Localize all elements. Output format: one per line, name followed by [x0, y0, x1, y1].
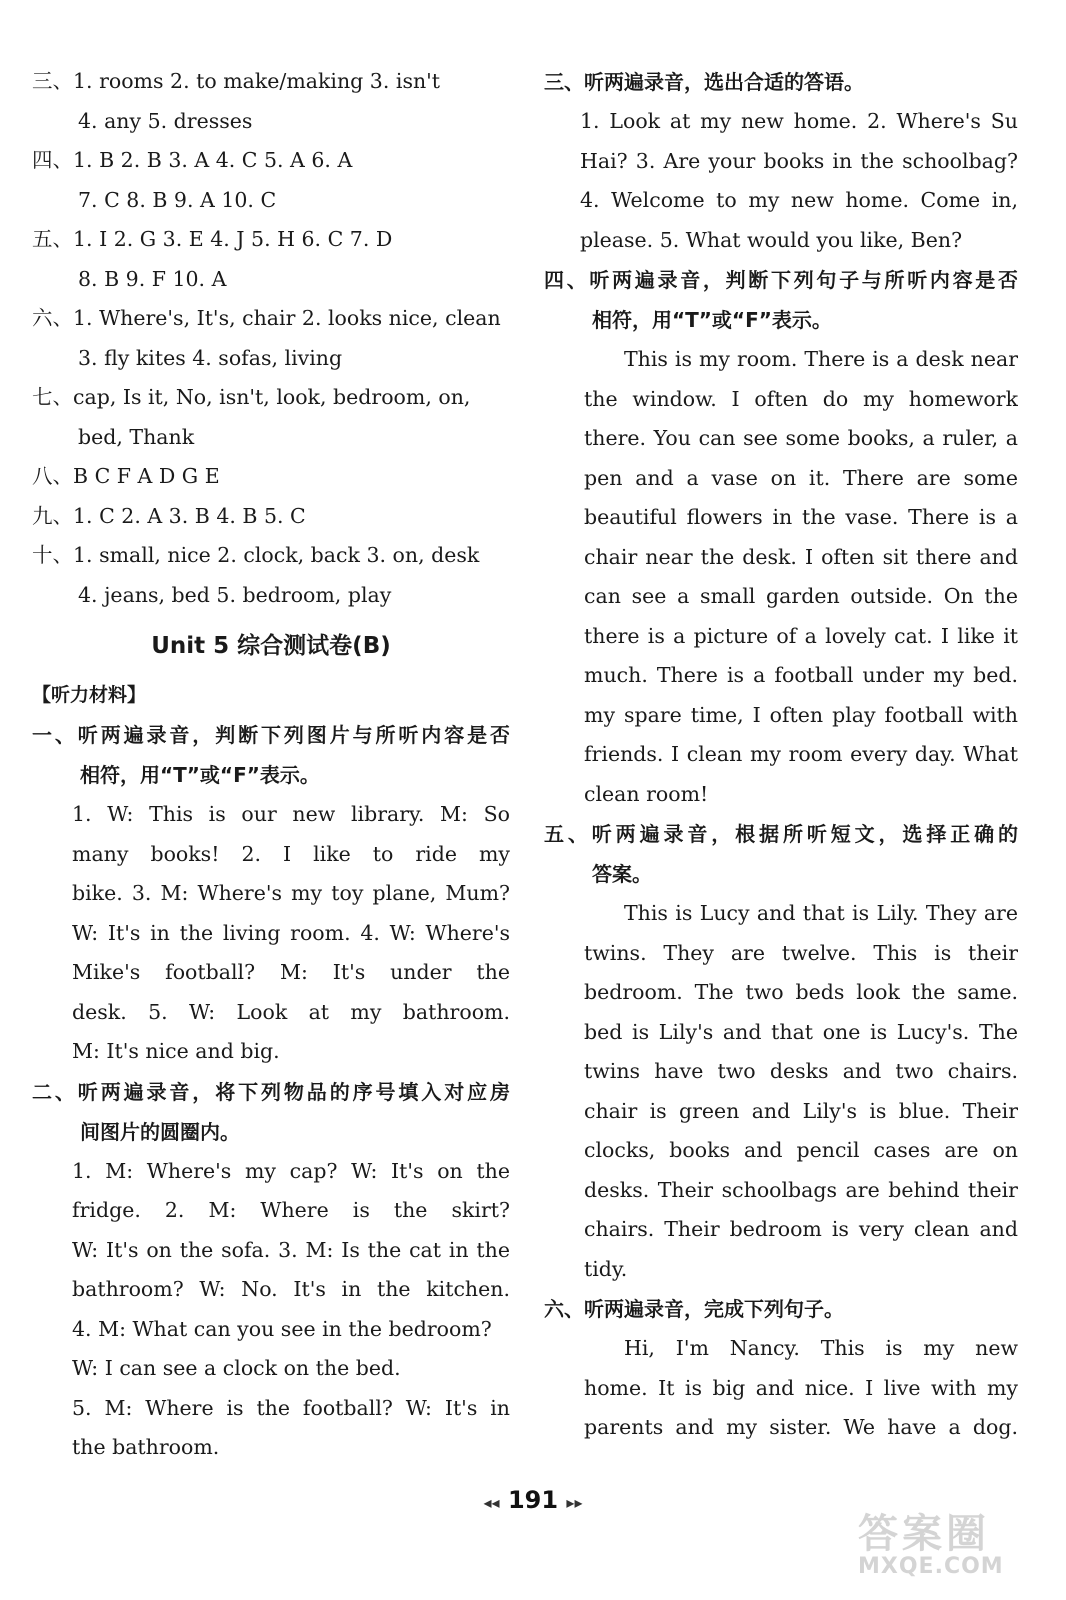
passage-line: Hi, I'm Nancy. This is my new — [624, 1336, 1018, 1360]
transcript-line: many books! 2. I like to ride my — [72, 841, 510, 866]
page-number: 191 — [507, 1486, 559, 1514]
passage-line: chairs. Their bedroom is very clean and — [584, 1217, 1018, 1241]
answer-section-5 — [32, 220, 510, 299]
transcript-line: Hai? 3. Are your books in the schoolbag? — [580, 148, 1018, 173]
transcript-line: desk. 5. W: Look at my bathroom. — [72, 999, 510, 1024]
answer-line: 8. B 9. F 10. A — [78, 266, 227, 291]
transcript-line: 1. Look at my new home. 2. Where's Su — [580, 109, 1018, 133]
transcript-line: W: It's on the sofa. 3. M: Is the cat in the — [72, 1237, 510, 1262]
next-arrows-icon: ▸▸ — [566, 1493, 583, 1512]
answer-section-4 — [32, 141, 510, 220]
answer-line: 九、1. C 2. A 3. B 4. B 5. C — [32, 503, 306, 528]
passage-line: there is a picture of a lovely cat. I like it — [584, 623, 1018, 648]
passage-line: beautiful flowers in the vase. There is a — [584, 505, 1018, 529]
prev-arrows-icon: ◂◂ — [483, 1493, 500, 1512]
transcript-line: Mike's football? M: It's under the — [72, 960, 510, 984]
watermark-url: MXQE.COM — [858, 1554, 1004, 1579]
passage-line: desks. Their schoolbags are behind their — [584, 1177, 1018, 1202]
question-heading: 一、听两遍录音，判断下列图片与所听内容是否 — [32, 723, 510, 747]
transcript-line: 1. W: This is our new library. M: So — [72, 802, 510, 826]
answer-line: 六、1. Where's, It's, chair 2. looks nice, clean — [32, 306, 501, 330]
transcript-line: 4. M: What can you see in the bedroom? — [72, 1316, 492, 1341]
answer-line: 八、B C F A D G E — [32, 464, 220, 488]
watermark — [858, 1512, 1038, 1582]
passage-line: can see a small garden outside. On the — [584, 584, 1018, 608]
listening-material-tag: 【听力材料】 — [32, 684, 147, 706]
passage-line: home. It is big and nice. I live with my — [584, 1375, 1018, 1400]
question-3 — [544, 62, 1018, 260]
answer-section-10 — [32, 536, 510, 615]
answer-line: 3. fly kites 4. sofas, living — [78, 345, 343, 370]
transcript-line: M: It's nice and big. — [72, 1039, 280, 1063]
transcript-line: W: I can see a clock on the bed. — [72, 1356, 401, 1380]
answer-section-3 — [32, 62, 510, 141]
passage-line: clean room! — [584, 781, 709, 806]
passage-line: the window. I often do my homework — [584, 386, 1018, 411]
unit-title: Unit 5 综合测试卷(B) — [151, 633, 391, 659]
passage-line: bedroom. The two beds look the same. — [584, 980, 1018, 1004]
passage-line: tidy. — [584, 1256, 628, 1281]
answer-line: 7. C 8. B 9. A 10. C — [78, 187, 277, 212]
passage-line: clocks, books and pencil cases are on — [584, 1138, 1018, 1162]
transcript-line: bike. 3. M: Where's my toy plane, Mum? — [72, 881, 510, 905]
question-heading: 答案。 — [592, 862, 652, 886]
answer-line: 七、cap, Is it, No, isn't, look, bedroom, on, — [32, 385, 471, 409]
question-4 — [544, 260, 1018, 814]
answer-section-8 — [32, 457, 510, 497]
passage-line: there. You can see some books, a ruler, a — [584, 426, 1018, 450]
passage-line: much. There is a football under my bed. — [584, 663, 1018, 687]
passage-line: bed is Lily's and that one is Lucy's. The — [584, 1019, 1018, 1044]
passage-line: twins have two desks and two chairs. — [584, 1059, 1018, 1083]
answer-section-7 — [32, 378, 510, 457]
page-footer — [0, 1486, 1066, 1514]
passage-line: twins. They are twelve. This is their — [584, 940, 1018, 965]
transcript-line: fridge. 2. M: Where is the skirt? — [72, 1198, 510, 1222]
transcript-line: please. 5. What would you like, Ben? — [580, 227, 963, 252]
question-2 — [32, 1072, 510, 1468]
answer-line: 四、1. B 2. B 3. A 4. C 5. A 6. A — [32, 148, 353, 172]
passage-line: This is Lucy and that is Lily. They are — [624, 901, 1018, 925]
transcript-line: 1. M: Where's my cap? W: It's on the — [72, 1158, 510, 1183]
question-heading: 相符，用“T”或“F”表示。 — [592, 308, 832, 332]
passage-line: This is my room. There is a desk near — [624, 347, 1018, 371]
transcript-line: 5. M: Where is the football? W: It's in — [72, 1395, 510, 1420]
answer-line: 4. any 5. dresses — [78, 108, 253, 133]
passage-line: my spare time, I often play football with — [584, 702, 1018, 727]
right-column — [544, 62, 1018, 1448]
transcript-line: bathroom? W: No. It's in the kitchen. — [72, 1277, 510, 1301]
question-5 — [544, 814, 1018, 1289]
answer-line: 4. jeans, bed 5. bedroom, play — [78, 582, 392, 607]
answer-line: 十、1. small, nice 2. clock, back 3. on, desk — [32, 543, 480, 567]
question-heading: 间图片的圆圈内。 — [80, 1119, 240, 1144]
answer-section-6 — [32, 299, 510, 378]
transcript-line: the bathroom. — [72, 1435, 220, 1459]
question-1 — [32, 715, 510, 1072]
answer-line: bed, Thank — [78, 424, 195, 449]
question-6 — [544, 1289, 1018, 1448]
question-heading: 四、听两遍录音，判断下列句子与所听内容是否 — [544, 268, 1018, 292]
passage-line: pen and a vase on it. There are some — [584, 465, 1018, 490]
question-heading: 三、听两遍录音，选出合适的答语。 — [544, 70, 864, 94]
answer-line: 五、1. I 2. G 3. E 4. J 5. H 6. C 7. D — [32, 227, 393, 251]
passage-line: parents and my sister. We have a dog. — [584, 1415, 1018, 1439]
answer-section-9 — [32, 497, 510, 537]
question-heading: 相符，用“T”或“F”表示。 — [80, 763, 320, 787]
transcript-line: 4. Welcome to my new home. Come in, — [580, 188, 1018, 212]
question-heading: 五、听两遍录音，根据所听短文，选择正确的 — [544, 822, 1018, 846]
passage-line: chair near the desk. I often sit there and — [584, 544, 1018, 569]
answer-line: 三、1. rooms 2. to make/making 3. isn't — [32, 69, 441, 93]
transcript-line: W: It's in the living room. 4. W: Where's — [72, 920, 510, 945]
question-heading: 六、听两遍录音，完成下列句子。 — [544, 1297, 844, 1321]
watermark-logo: 答案圈 — [858, 1511, 990, 1557]
passage-line: chair is green and Lily's is blue. Their — [584, 1098, 1018, 1123]
passage-line: friends. I clean my room every day. What — [584, 742, 1018, 766]
left-column — [32, 62, 510, 1468]
question-heading: 二、听两遍录音，将下列物品的序号填入对应房 — [32, 1079, 510, 1104]
